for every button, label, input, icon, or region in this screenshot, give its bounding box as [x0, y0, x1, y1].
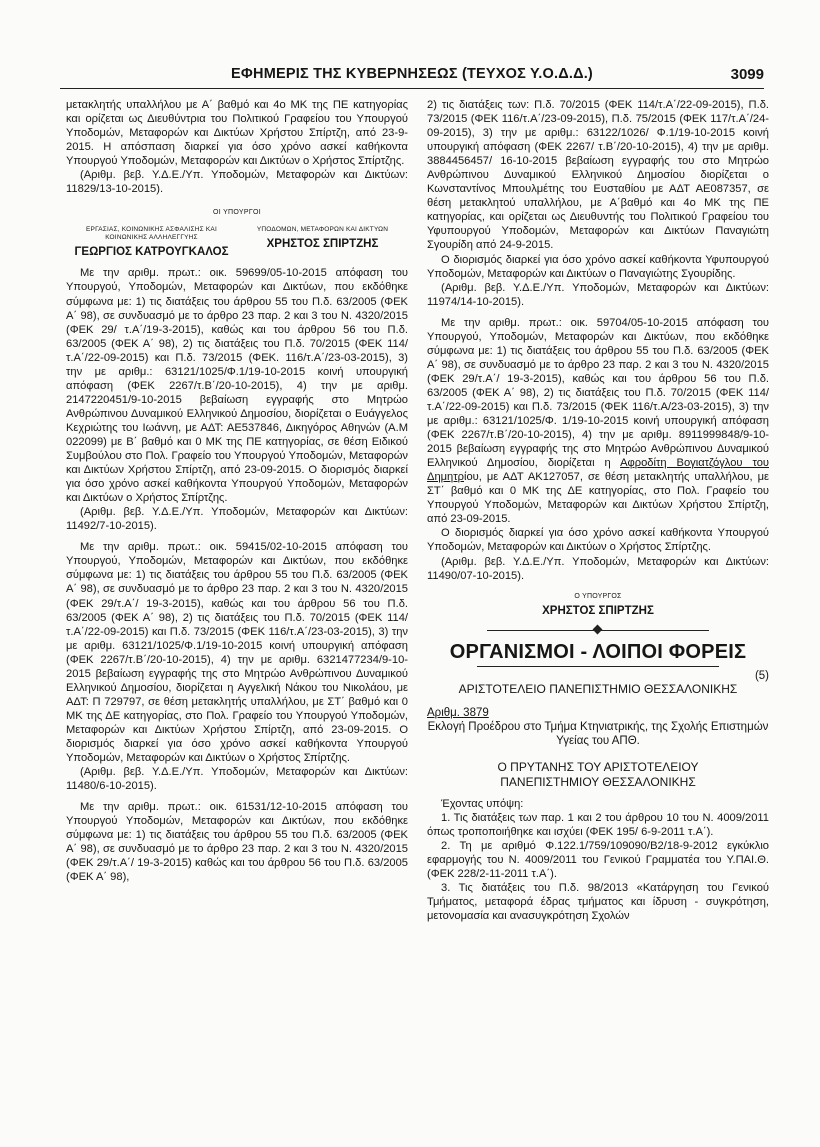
- rector-heading: [427, 760, 769, 790]
- underlined-name: Αφροδίτη Βογιατζόγλου του Δημητρ: [427, 457, 769, 484]
- list-item: 3. Τις διατάξεις του Π.δ. 98/2013 «Κατάργηση του Γενικού Τμήματος, μεταφορά έδρας τμήματος και ίδρυση - συγκρότηση, μετονομασία και ανασυγκρότηση Σχολών: [427, 881, 769, 923]
- signature-block: [427, 593, 769, 618]
- section-title: ΟΡΓΑΝΙΣΜΟΙ - ΛΟΙΠΟΙ ΦΟΡΕΙΣ: [449, 640, 747, 663]
- section-number: (5): [754, 669, 769, 682]
- reference: (Αριθμ. βεβ. Υ.Δ.Ε./Υπ. Υποδομών, Μεταφορών και Δικτύων: 11974/14-10-2015).: [427, 281, 769, 308]
- rector-line: Ο ΠΡΥΤΑΝΗΣ ΤΟΥ ΑΡΙΣΤΟΤΕΛΕΙΟΥ: [497, 759, 699, 774]
- section-rule: [477, 666, 719, 667]
- right-column: [427, 98, 769, 923]
- paragraph: Με την αριθμ. πρωτ.: οικ. 59699/05-10-2015 απόφαση του Υπουργού, Υποδομών, Μεταφορών και Δικτύων, που εκδόθηκε σύμφωνα με: 1) τις διατάξεις του άρθρου 55 του Π.δ. 63/2005 (ΦΕΚ Α΄ 98), σε συνδυασμό με το άρθρο 23 παρ. 2 και 3 του Ν. 4320/2015 (ΦΕΚ 29/ τ.Α΄/19-3-2015), καθώς και του άρθρου 56 του Π.δ. 63/2005 (ΦΕΚ Α΄ 98), 2) τις διατάξεις του Π.δ. 70/2015 (ΦΕΚ 114/ τ.Α΄/22-09-2015) και Π.δ. 73/2015 (ΦΕΚ. 116/τ.Α΄/23-03-2015), 3) την με αριθμ.: 63121/1025/Φ.1/19-10-2015 κοινή υπουργική απόφαση (ΦΕΚ 2267/τ.Β΄/20-10-2015), 4) την με αριθμ. 2147220451/9-10-2015 βεβαίωση εγγραφής στο Μητρώο Ανθρώπινου Δυναμικού Ελληνικού Δημοσίου, διορίζεται ο Ευάγγελος Κεχριώτης του Ιωάννη, με ΑΔΤ: ΑΕ537846, Δικηγόρος Αθηνών (Α.Μ 022099) με Β΄ βαθμό και 0 ΜΚ της ΠΕ κατηγορίας, σε θέση Ειδικού Συμβούλου στο Πολ. Γραφείο του Υπουργού Υποδομών, Μεταφορών και Δικτύων Χρήστου Σπίρτζη, από 23-09-2015. Ο διορισμός διαρκεί για όσο χρόνο ασκεί καθήκοντα Υπουργού Υποδομών, Μεταφορών και Δικτύων ο Χρήστος Σπίρτζης.: [66, 267, 408, 505]
- paragraph: Ο διορισμός διαρκεί για όσο χρόνο ασκεί καθήκοντα Υφυπουργού Υποδομών, Μεταφορών και Δικτύων ο Παναγιώτης Σγουρίδης.: [427, 253, 769, 280]
- signature-block: [66, 226, 408, 259]
- signature-1: [66, 226, 237, 259]
- signature-role: Ο ΥΠΟΥΡΓΟΣ: [574, 592, 622, 600]
- paragraph: μετακλητής υπαλλήλου με Α΄ βαθμό και 4ο ΜΚ της ΠΕ κατηγορίας και ορίζεται ως Διευθύντρια του Πολιτικού Γραφείου του Υπουργού Υποδομών, Μεταφορών και Δικτύων Χρήστου Σπίρτζη, από 23-9-2015. Η απόσπαση διαρκεί για όσο χρόνο ασκεί καθήκοντα Υπουργού Υποδομών, Μεταφορών και Δικτύων ο Χρήστος Σπίρτζης.: [66, 99, 408, 168]
- reference: (Αριθμ. βεβ. Υ.Δ.Ε./Υπ. Υποδομών, Μεταφορών και Δικτύων: 11490/07-10-2015).: [427, 555, 769, 582]
- signature-2: [237, 226, 408, 259]
- signature-name: ΧΡΗΣΤΟΣ ΣΠΙΡΤΖΗΣ: [266, 238, 379, 251]
- diamond-icon: [593, 624, 603, 634]
- signature-name: ΧΡΗΣΤΟΣ ΣΠΙΡΤΖΗΣ: [542, 604, 654, 617]
- page-header: [60, 66, 764, 86]
- paragraph-text: Με την αριθμ. πρωτ.: οικ. 59704/05-10-2015 απόφαση του Υπουργού, Υποδομών, Μεταφορών και Δικτύων, που εκδόθηκε σύμφωνα με: 1) τις διατάξεις του άρθρου 55 του Π.δ. 63/2005 (ΦΕΚ Α΄ 98), σε συνδυασμό με το άρθρο 23 παρ. 2 και 3 του Ν. 4320/2015 (ΦΕΚ 29/τ.Α΄/ 19-3-2015), καθώς και του άρθρου 56 του Π.δ. 63/2005 (ΦΕΚ Α΄ 98), 2) τις διατάξεις του Π.δ. 70/2015 (ΦΕΚ 114/ τ.Α΄/22-09-2015) και Π.δ. 73/2015 (ΦΕΚ 116/τ.Α/23-03-2015), 3) την με αριθμ.: 63121/1025/Φ. 1/19-10-2015 κοινή υπουργική απόφαση (ΦΕΚ 2267/τ.Β΄/20-10-2015), 4) την με αριθμ. 8911999848/9-10-2015 βεβαίωση εγγραφής της στο Μητρώο Ανθρώπινου Δυναμικού Ελληνικού Δημοσίου, διορίζεται η: [427, 316, 769, 470]
- considering-label: Έχοντας υπόψη:: [441, 797, 524, 810]
- section-divider: [487, 624, 709, 638]
- paragraph: [427, 316, 769, 527]
- reference: (Αριθμ. βεβ. Υ.Δ.Ε./Υπ. Υποδομών, Μεταφορών και Δικτύων: 11480/6-10-2015).: [66, 766, 408, 793]
- signature-role: ΥΠΟΔΟΜΩΝ, ΜΕΤΑΦΟΡΩΝ ΚΑΙ ΔΙΚΤΥΩΝ: [256, 226, 389, 234]
- header-rule: [60, 88, 764, 89]
- list-item: 2. Τη με αριθμό Φ.122.1/759/109090/Β2/18-9-2012 εγκύκλιο εφαρμογής του Ν. 4009/2011 του Γενικού Γραμματέα του Υ.ΠΑΙ.Θ. (ΦΕΚ 228/2-11-2011 τ.Α΄).: [427, 839, 769, 880]
- left-column: [66, 98, 408, 884]
- paragraph: Ο διορισμός διαρκεί για όσο χρόνο ασκεί καθήκοντα Υπουργού Υποδομών, Μεταφορών και Δικτύων ο Χρήστος Σπίρτζης.: [427, 527, 769, 554]
- reference: (Αριθμ. βεβ. Υ.Δ.Ε./Υπ. Υποδομών, Μεταφορών και Δικτύων: 11829/13-10-2015).: [66, 169, 408, 196]
- paragraph: 2) τις διατάξεις των: Π.δ. 70/2015 (ΦΕΚ 114/τ.Α΄/22-09-2015), Π.δ. 73/2015 (ΦΕΚ 116/τ.Α΄/23-09-2015), Π.δ. 75/2015 (ΦΕΚ 117/τ.Α΄/24-09-2015), 3) την με αριθμ.: 63122/1026/ Φ.1/19-10-2015 κοινή υπουργική απόφαση (ΦΕΚ 2267/ τ.Β΄/20-10-2015), 4) την με αριθμ. 3884456457/ 16-10-2015 βεβαίωση εγγραφής του στο Μητρώο Ανθρώπινου Δυναμικού Ελληνικού Δημοσίου διορίζεται ο Κωνσταντίνος Μπουλμέτης του Ευσταθίου με ΑΔΤ ΑΕ087357, σε θέση μετακλητού υπαλλήλου, με Α΄βαθμό και 4ο ΜΚ της ΠΕ κατηγορίας, και ορίζεται ως Διευθυντής του Πολιτικού Γραφείου του Υφυπουργού Υποδομών, Μεταφορών και Δικτύων Παναγιώτη Σγουρίδη από 24-9-2015.: [427, 99, 769, 252]
- decision-title: Εκλογή Προέδρου στο Τμήμα Κτηνιατρικής, της Σχολής Επιστημών Υγείας του ΑΠΘ.: [427, 720, 769, 747]
- signature-heading: ΟΙ ΥΠΟΥΡΓΟΙ: [212, 209, 262, 217]
- signature-name: ΓΕΩΡΓΙΟΣ ΚΑΤΡΟΥΓΚΑΛΟΣ: [74, 246, 229, 259]
- gazette-title: ΕΦΗΜΕΡΙΣ ΤΗΣ ΚΥΒΕΡΝΗΣΕΩΣ (ΤΕΥΧΟΣ Υ.Ο.Δ.Δ.): [231, 66, 593, 82]
- page-number: 3099: [730, 66, 764, 83]
- reference: (Αριθμ. βεβ. Υ.Δ.Ε./Υπ. Υποδομών, Μεταφορών και Δικτύων: 11492/7-10-2015).: [66, 506, 408, 533]
- university-name: ΑΡΙΣΤΟΤΕΛΕΙΟ ΠΑΝΕΠΙΣΤΗΜΙΟ ΘΕΣΣΑΛΟΝΙΚΗΣ: [458, 681, 738, 696]
- rector-line: ΠΑΝΕΠΙΣΤΗΜΙΟΥ ΘΕΣΣΑΛΟΝΙΚΗΣ: [500, 774, 696, 789]
- decision-number: Αριθμ. 3879: [427, 706, 489, 719]
- list-item: 1. Τις διατάξεις των παρ. 1 και 2 του άρθρου 10 του Ν. 4009/2011 όπως τροποποιήθηκε και ισχύει (ΦΕΚ 195/ 6-9-2011 τ.Α΄).: [427, 811, 769, 838]
- signature-role: ΕΡΓΑΣΙΑΣ, ΚΟΙΝΩΝΙΚΗΣ ΑΣΦΑΛΙΣΗΣ ΚΑΙ ΚΟΙΝΩΝΙΚΗΣ ΑΛΛΗΛΕΓΓΥΗΣ: [86, 226, 217, 242]
- paragraph: Με την αριθμ. πρωτ.: οικ. 59415/02-10-2015 απόφαση του Υπουργού, Υποδομών, Μεταφορών και Δικτύων, που εκδόθηκε σύμφωνα με: 1) τις διατάξεις του άρθρου 55 του Π.δ. 63/2005 (ΦΕΚ Α΄ 98), σε συνδυασμό με το άρθρο 23 παρ. 2 και 3 του Ν. 4320/2015 (ΦΕΚ 29/τ.Α΄/ 19-3-2015), καθώς και του άρθρου 56 του Π.δ. 63/2005 (ΦΕΚ Α΄ 98), 2) τις διατάξεις του Π.δ. 70/2015 (ΦΕΚ 114/ τ.Α΄/22-09-2015) και Π.δ. 73/2015 (ΦΕΚ 116/τ.Α΄/23-03-2015), 3) την με αριθμ. 63121/1025/Φ.1/19-10-2015 κοινή υπουργική απόφαση (ΦΕΚ 2267/τ.Β΄/20-10-2015), 4) την με αριθμ. 6321477234/9-10-2015 βεβαίωση εγγραφής της στο Μητρώο Ανθρώπινου Δυναμικού Ελληνικού Δημοσίου, διορίζεται η Αγγελική Νάκου του Νικολάου, με ΑΔΤ: Π 729797, σε θέση μετακλητής υπαλλήλου, με ΣΤ΄ βαθμό και 0 ΜΚ της ΔΕ κατηγορίας, στο Πολ. Γραφείο του Υπουργού Υποδομών, Μεταφορών και Δικτύων Χρήστου Σπίρτζη, από 23-09-2015. Ο διορισμός διαρκεί για όσο χρόνο ασκεί καθήκοντα Υπουργού Υποδομών, Μεταφορών και Δικτύων ο Χρήστος Σπίρτζης.: [66, 541, 408, 765]
- paragraph-text: ίου, με ΑΔΤ ΑΚ127057, σε θέση μετακλητής υπαλλήλου, με ΣΤ΄ βαθμό και 0 ΜΚ της ΔΕ κατηγορίας, στο Πολ. Γραφείο του Υπουργού Υποδομών, Μεταφορών και Δικτύων Χρήστου Σπίρτζη, από 23-09-2015.: [427, 471, 769, 526]
- paragraph: Με την αριθμ. πρωτ.: οικ. 61531/12-10-2015 απόφαση του Υπουργού Υποδομών, Μεταφορών και Δικτύων, που εκδόθηκε σύμφωνα με: 1) τις διατάξεις του άρθρου 55 του Π.δ. 63/2005 (ΦΕΚ Α΄ 98), σε συνδυασμό με το άρθρο 23 παρ. 2 και 3 του Ν. 4320/2015 (ΦΕΚ 29/τ.Α΄/ 19-3-2015) καθώς και του άρθρου 56 του Π.δ. 63/2005 (ΦΕΚ Α΄ 98),: [66, 801, 408, 884]
